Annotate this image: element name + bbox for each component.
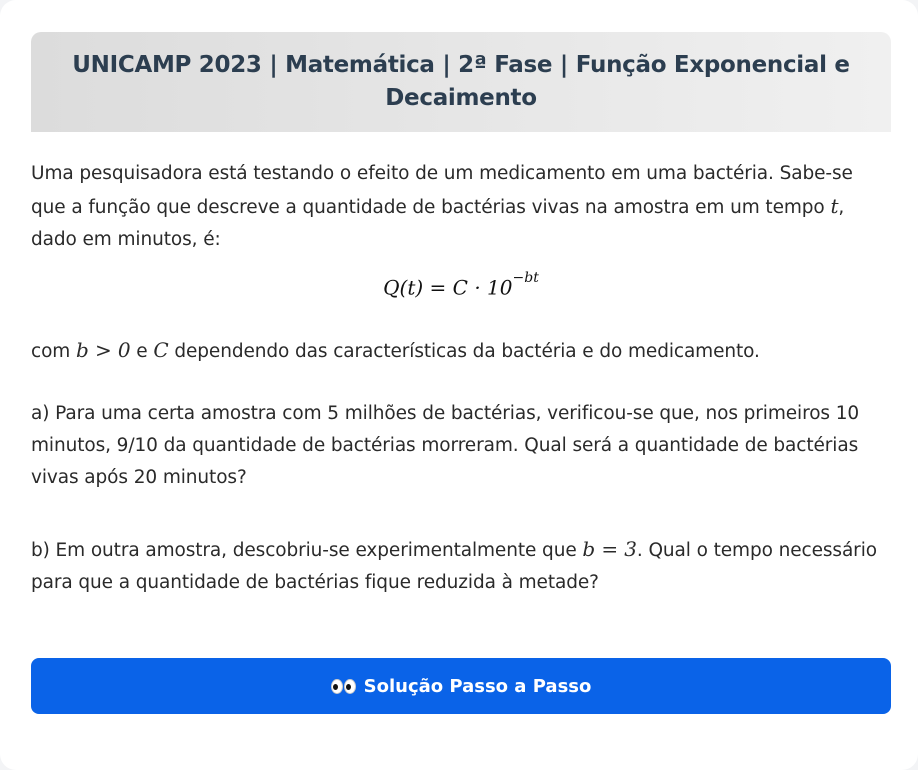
question-b-prefix: b) Em outra amostra, descobriu-se experimentalmente que xyxy=(31,540,583,561)
decay-formula xyxy=(31,270,891,301)
solution-button-label: Solução Passo a Passo xyxy=(363,675,592,697)
b-condition: b > 0 xyxy=(76,338,131,362)
conditions-mid: e xyxy=(130,341,154,362)
c-variable: C xyxy=(153,338,169,362)
formula-base: Q(t) = C · 10 xyxy=(383,275,513,300)
question-b xyxy=(31,533,891,599)
intro-text-b: , dado em minutos, é: xyxy=(31,197,845,250)
question-header xyxy=(31,32,891,132)
conditions-suffix: dependendo das características da bactéria e do medicamento. xyxy=(168,341,760,362)
solution-button[interactable] xyxy=(31,658,891,714)
eyes-icon xyxy=(331,679,356,694)
question-b-suffix: . Qual o tempo necessário para que a quantidade de bactérias fique reduzida à metade? xyxy=(31,540,877,593)
intro-text-a: Uma pesquisadora está testando o efeito de um medicamento em uma bactéria. Sabe-se que a função que descreve a quantidade de bactérias vivas na amostra em um tempo xyxy=(31,163,853,218)
question-a: a) Para uma certa amostra com 5 milhões de bactérias, verificou-se que, nos primeiros 10 minutos, 9/10 da quantidade de bactérias morreram. Qual será a quantidade de bactérias vivas após 20 minutos? xyxy=(31,403,860,488)
page-title: UNICAMP 2023 | Matemática | 2ª Fase | Função Exponencial e Decaimento xyxy=(72,52,850,111)
intro-paragraph xyxy=(31,158,891,256)
variable-t: t xyxy=(830,194,839,218)
conditions-prefix: com xyxy=(31,341,76,362)
formula-exponent: −bt xyxy=(512,270,539,286)
conditions-paragraph xyxy=(31,334,891,368)
b-value: b = 3 xyxy=(582,537,637,561)
